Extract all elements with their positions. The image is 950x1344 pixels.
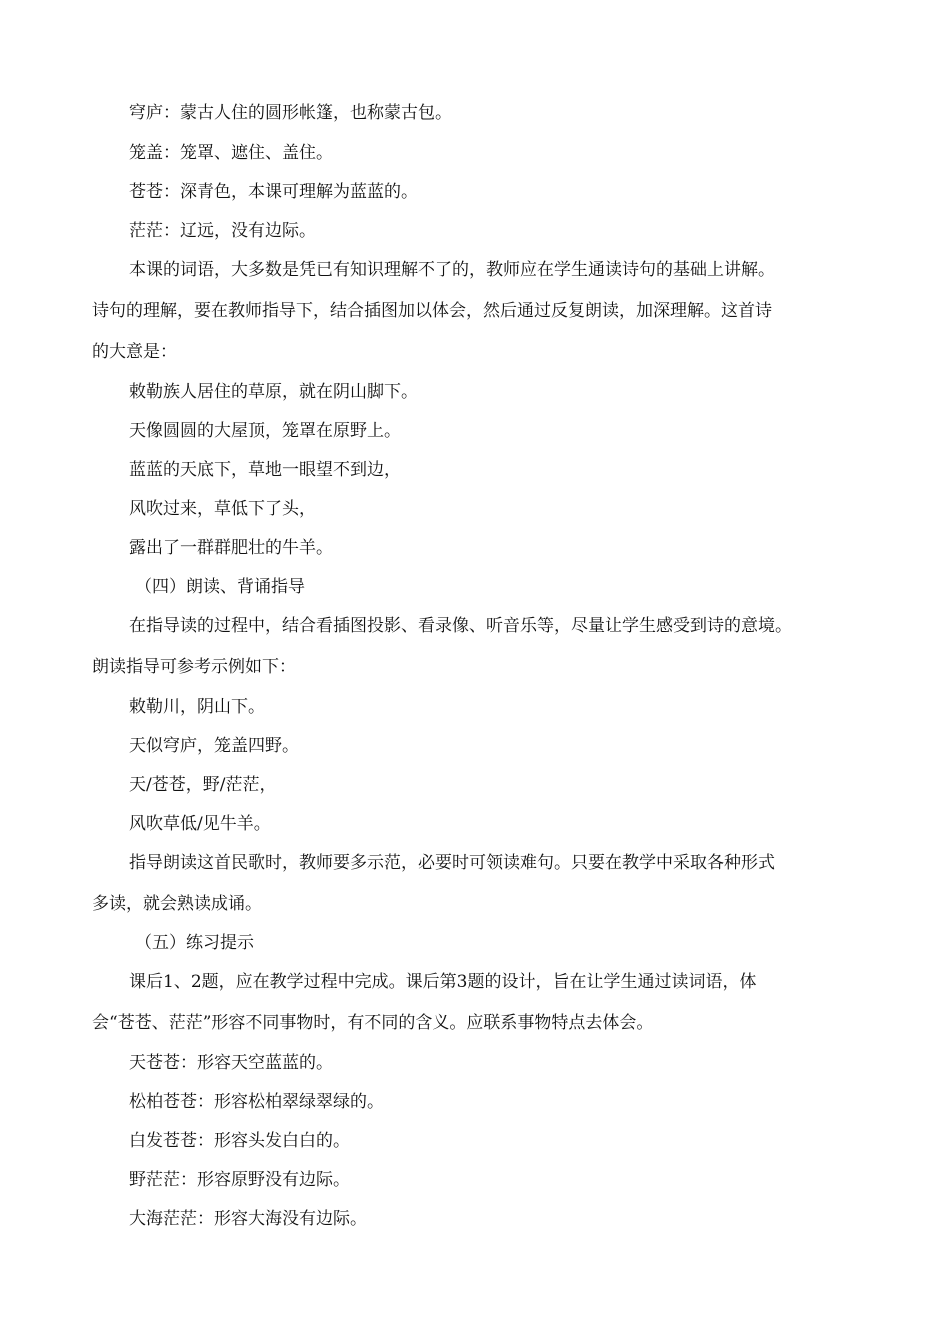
definition-mangmang: 茫茫：辽远，没有边际。 bbox=[129, 221, 316, 241]
paragraph-exercises-line-1: 课后1、2题，应在教学过程中完成。课后第3题的设计，旨在让学生通过读词语，体 bbox=[129, 972, 757, 992]
example-baifa-cangcang: 白发苍苍：形容头发白白的。 bbox=[129, 1131, 350, 1151]
poem-line-3: 天/苍苍，野/茫茫， bbox=[129, 775, 277, 795]
example-ye-mangmang: 野茫茫：形容原野没有边际。 bbox=[129, 1170, 350, 1190]
section-heading-exercises: （五）练习提示 bbox=[135, 933, 254, 953]
paragraph-guidance-line-2: 多读，就会熟读成诵。 bbox=[92, 894, 262, 914]
paragraph-vocabulary-line-1: 本课的词语，大多数是凭已有知识理解不了的，教师应在学生通读诗句的基础上讲解。 bbox=[129, 260, 775, 280]
paragraph-reading-line-1: 在指导读的过程中，结合看插图投影、看录像、听音乐等，尽量让学生感受到诗的意境。 bbox=[129, 616, 792, 636]
paragraph-vocabulary-line-3: 的大意是： bbox=[92, 342, 177, 362]
example-songbai-cangcang: 松柏苍苍：形容松柏翠绿翠绿的。 bbox=[129, 1092, 384, 1112]
meaning-line-3: 蓝蓝的天底下，草地一眼望不到边， bbox=[129, 460, 401, 480]
meaning-line-1: 敕勒族人居住的草原，就在阴山脚下。 bbox=[129, 382, 418, 402]
definition-cangcang: 苍苍：深青色，本课可理解为蓝蓝的。 bbox=[129, 182, 418, 202]
paragraph-exercises-line-2: 会“苍苍、茫茫”形容不同事物时，有不同的含义。应联系事物特点去体会。 bbox=[92, 1013, 654, 1033]
example-tian-cangcang: 天苍苍：形容天空蓝蓝的。 bbox=[129, 1053, 333, 1073]
definition-qionglu: 穹庐：蒙古人住的圆形帐篷，也称蒙古包。 bbox=[129, 103, 452, 123]
poem-line-2: 天似穹庐，笼盖四野。 bbox=[129, 736, 299, 756]
paragraph-vocabulary-line-2: 诗句的理解，要在教师指导下，结合插图加以体会，然后通过反复朗读，加深理解。这首诗 bbox=[92, 301, 772, 321]
meaning-line-4: 风吹过来，草低下了头， bbox=[129, 499, 316, 519]
meaning-line-2: 天像圆圆的大屋顶，笼罩在原野上。 bbox=[129, 421, 401, 441]
paragraph-guidance-line-1: 指导朗读这首民歌时，教师要多示范，必要时可领读难句。只要在教学中采取各种形式 bbox=[129, 853, 775, 873]
poem-line-4: 风吹草低/见牛羊。 bbox=[129, 814, 271, 834]
section-heading-reading: （四）朗读、背诵指导 bbox=[135, 577, 305, 597]
poem-line-1: 敕勒川，阴山下。 bbox=[129, 697, 265, 717]
example-dahai-mangmang: 大海茫茫：形容大海没有边际。 bbox=[129, 1209, 367, 1229]
meaning-line-5: 露出了一群群肥壮的牛羊。 bbox=[129, 538, 333, 558]
definition-longgai: 笼盖：笼罩、遮住、盖住。 bbox=[129, 143, 333, 163]
paragraph-reading-line-2: 朗读指导可参考示例如下： bbox=[92, 657, 296, 677]
